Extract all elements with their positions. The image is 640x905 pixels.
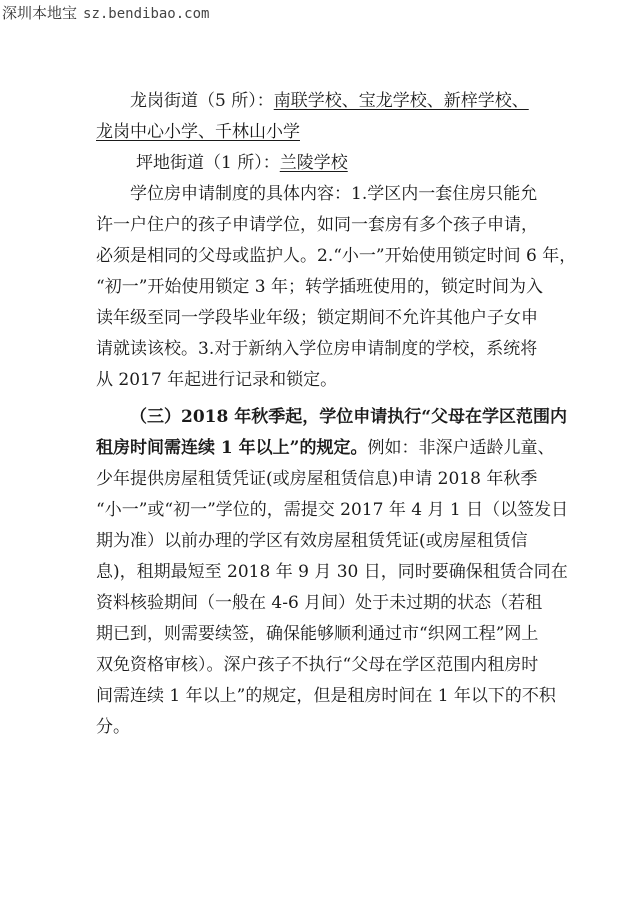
longgang-line-2 bbox=[96, 117, 552, 148]
longgang-line-1 bbox=[96, 86, 552, 117]
watermark-url: sz.bendibao.com bbox=[83, 6, 210, 22]
paragraph2-line: 期已到，则需要续签，确保能够顺利通过市“织网工程”网上 bbox=[96, 624, 539, 644]
paragraph2-line: 间需连续 1 年以上”的规定，但是租房时间在 1 年以下的不积 bbox=[96, 686, 556, 706]
paragraph1-line: 读年级至同一学段毕业年级；锁定期间不允许其他户子女申 bbox=[96, 308, 538, 328]
paragraph2-line: 资料核验期间（一般在 4-6 月间）处于未过期的状态（若租 bbox=[96, 593, 543, 613]
paragraph2-line: 息)，租期最短至 2018 年 9 月 30 日，同时要确保租赁合同在 bbox=[96, 562, 568, 582]
paragraph-application-rules bbox=[96, 179, 577, 396]
paragraph2-line-2 bbox=[96, 433, 555, 464]
paragraph1-line: 许一户住户的孩子申请学位，如同一套房有多个孩子申请， bbox=[96, 215, 538, 235]
paragraph1-line: 从 2017 年起进行记录和锁定。 bbox=[96, 370, 338, 390]
longgang-schools-2: 龙岗中心小学、千林山小学 bbox=[96, 122, 300, 142]
paragraph1-line: 必须是相同的父母或监护人。2.“小一”开始使用锁定时间 6 年， bbox=[96, 246, 577, 266]
paragraph2-heading-line-1: （三）2018 年秋季起，学位申请执行“父母在学区范围内 bbox=[130, 407, 568, 427]
paragraph1-line: “初一”开始使用锁定 3 年；转学插班使用的，锁定时间为入 bbox=[96, 277, 544, 297]
longgang-schools-1: 南联学校、宝龙学校、新梓学校、 bbox=[273, 91, 529, 111]
pingdi-label: 坪地街道（1 所）： bbox=[136, 153, 280, 173]
document-body bbox=[96, 86, 577, 743]
paragraph2-line: 双免资格审核）。深户孩子不执行“父母在学区范围内租房时 bbox=[96, 655, 539, 675]
paragraph1-line: 学位房申请制度的具体内容：1.学区内一套住房只能允 bbox=[130, 184, 538, 204]
paragraph2-line: “小一”或“初一”学位的，需提交 2017 年 4 月 1 日（以签发日 bbox=[96, 500, 569, 520]
paragraph1-line: 请就读该校。3.对于新纳入学位房申请制度的学校，系统将 bbox=[96, 339, 538, 359]
site-watermark bbox=[2, 2, 209, 23]
paragraph-rental-rules bbox=[96, 402, 569, 743]
paragraph2-line: 分。 bbox=[96, 717, 130, 737]
paragraph2-line-2-rest: 例如：非深户适龄儿童、 bbox=[367, 438, 555, 458]
paragraph2-line: 期为准）以前办理的学区有效房屋租赁凭证(或房屋租赁信 bbox=[96, 531, 528, 551]
pingdi-line bbox=[96, 148, 552, 179]
longgang-label: 龙岗街道（5 所）： bbox=[130, 91, 274, 111]
watermark-site-name: 深圳本地宝 bbox=[2, 4, 78, 22]
paragraph2-heading-line-2: 租房时间需连续 1 年以上”的规定。 bbox=[96, 438, 368, 458]
paragraph2-line: 少年提供房屋租赁凭证(或房屋租赁信息)申请 2018 年秋季 bbox=[96, 469, 538, 489]
pingdi-school: 兰陵学校 bbox=[279, 153, 348, 173]
